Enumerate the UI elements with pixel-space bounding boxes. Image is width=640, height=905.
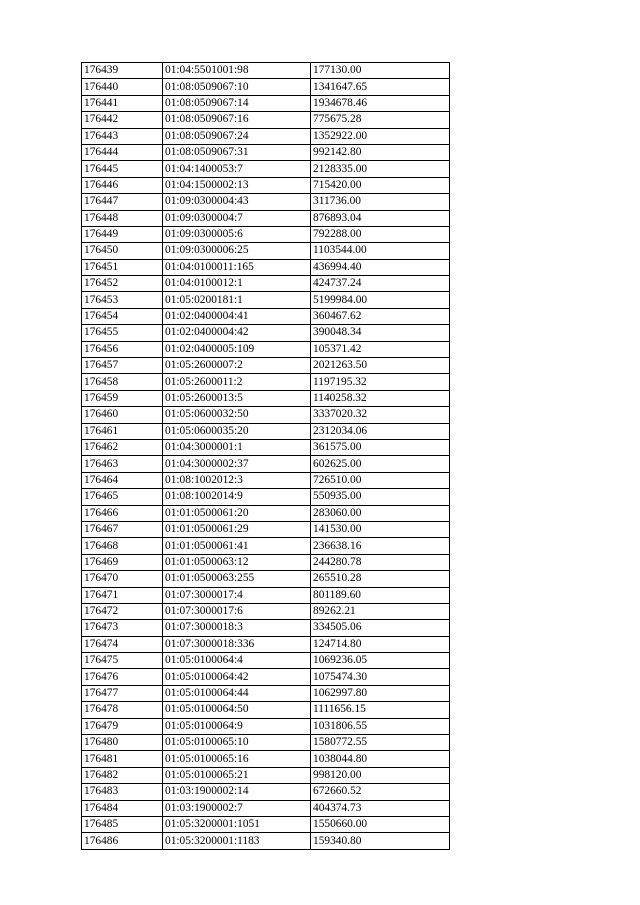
table-row — [82, 177, 450, 193]
row-id-cell: 176480 — [82, 735, 163, 751]
row-code-cell: 01:05:0100064:44 — [163, 685, 311, 701]
row-code-cell: 01:03:1900002:7 — [163, 800, 311, 816]
row-amount-cell: 5199984.00 — [311, 292, 450, 308]
row-amount-cell: 1038044.80 — [311, 751, 450, 767]
row-code-cell: 01:04:0100011:165 — [163, 259, 311, 275]
row-id-cell: 176478 — [82, 702, 163, 718]
row-code-cell: 01:09:0300004:7 — [163, 210, 311, 226]
row-id-cell: 176464 — [82, 472, 163, 488]
table-row — [82, 571, 450, 587]
row-id-cell: 176445 — [82, 161, 163, 177]
row-code-cell: 01:05:0100064:4 — [163, 653, 311, 669]
table-row — [82, 472, 450, 488]
row-code-cell: 01:07:3000017:6 — [163, 603, 311, 619]
table-row — [82, 161, 450, 177]
row-code-cell: 01:04:3000001:1 — [163, 439, 311, 455]
row-code-cell: 01:05:3200001:1183 — [163, 833, 311, 849]
table-row — [82, 95, 450, 111]
row-code-cell: 01:05:2600011:2 — [163, 374, 311, 390]
row-amount-cell: 2312034.06 — [311, 423, 450, 439]
row-id-cell: 176475 — [82, 653, 163, 669]
row-id-cell: 176486 — [82, 833, 163, 849]
row-code-cell: 01:02:0400005:109 — [163, 341, 311, 357]
row-id-cell: 176462 — [82, 439, 163, 455]
table-row — [82, 800, 450, 816]
row-id-cell: 176474 — [82, 636, 163, 652]
table-row — [82, 636, 450, 652]
row-id-cell: 176472 — [82, 603, 163, 619]
row-code-cell: 01:04:5501001:98 — [163, 63, 311, 79]
row-code-cell: 01:05:0200181:1 — [163, 292, 311, 308]
row-amount-cell: 1550660.00 — [311, 816, 450, 832]
row-id-cell: 176457 — [82, 358, 163, 374]
row-amount-cell: 992142.80 — [311, 144, 450, 160]
row-amount-cell: 265510.28 — [311, 571, 450, 587]
row-id-cell: 176484 — [82, 800, 163, 816]
table-row — [82, 358, 450, 374]
row-code-cell: 01:04:3000002:37 — [163, 456, 311, 472]
table-row — [82, 587, 450, 603]
table-row — [82, 735, 450, 751]
row-code-cell: 01:02:0400004:42 — [163, 325, 311, 341]
row-amount-cell: 792288.00 — [311, 226, 450, 242]
table-row — [82, 325, 450, 341]
row-code-cell: 01:08:0509067:31 — [163, 144, 311, 160]
table-row — [82, 243, 450, 259]
row-id-cell: 176451 — [82, 259, 163, 275]
row-amount-cell: 1075474.30 — [311, 669, 450, 685]
table-row — [82, 685, 450, 701]
table-row — [82, 292, 450, 308]
table-row — [82, 833, 450, 849]
row-amount-cell: 1062997.80 — [311, 685, 450, 701]
row-amount-cell: 1197195.32 — [311, 374, 450, 390]
row-id-cell: 176441 — [82, 95, 163, 111]
row-id-cell: 176467 — [82, 521, 163, 537]
table-row — [82, 63, 450, 79]
row-id-cell: 176443 — [82, 128, 163, 144]
table-row — [82, 112, 450, 128]
row-amount-cell: 1111656.15 — [311, 702, 450, 718]
row-code-cell: 01:05:0100065:16 — [163, 751, 311, 767]
row-code-cell: 01:05:2600007:2 — [163, 358, 311, 374]
table-row — [82, 407, 450, 423]
row-code-cell: 01:02:0400004:41 — [163, 308, 311, 324]
row-amount-cell: 1341647.65 — [311, 79, 450, 95]
row-id-cell: 176454 — [82, 308, 163, 324]
row-id-cell: 176446 — [82, 177, 163, 193]
row-id-cell: 176453 — [82, 292, 163, 308]
row-code-cell: 01:05:0600032:50 — [163, 407, 311, 423]
row-id-cell: 176447 — [82, 194, 163, 210]
table-row — [82, 669, 450, 685]
row-code-cell: 01:09:0300005:6 — [163, 226, 311, 242]
table-row — [82, 653, 450, 669]
row-id-cell: 176452 — [82, 276, 163, 292]
table-row — [82, 456, 450, 472]
row-id-cell: 176468 — [82, 538, 163, 554]
row-amount-cell: 334505.06 — [311, 620, 450, 636]
table-row — [82, 816, 450, 832]
row-amount-cell: 550935.00 — [311, 489, 450, 505]
row-id-cell: 176444 — [82, 144, 163, 160]
row-code-cell: 01:04:1400053:7 — [163, 161, 311, 177]
row-id-cell: 176470 — [82, 571, 163, 587]
data-table — [81, 62, 450, 850]
row-code-cell: 01:07:3000017:4 — [163, 587, 311, 603]
table-row — [82, 505, 450, 521]
row-code-cell: 01:07:3000018:336 — [163, 636, 311, 652]
row-amount-cell: 105371.42 — [311, 341, 450, 357]
table-row — [82, 128, 450, 144]
row-code-cell: 01:05:2600013:5 — [163, 390, 311, 406]
row-code-cell: 01:01:0500061:41 — [163, 538, 311, 554]
table-row — [82, 423, 450, 439]
table-row — [82, 226, 450, 242]
row-amount-cell: 876893.04 — [311, 210, 450, 226]
row-amount-cell: 236638.16 — [311, 538, 450, 554]
row-amount-cell: 801189.60 — [311, 587, 450, 603]
table-row — [82, 210, 450, 226]
table-row — [82, 79, 450, 95]
row-code-cell: 01:05:3200001:1051 — [163, 816, 311, 832]
row-amount-cell: 390048.34 — [311, 325, 450, 341]
row-amount-cell: 1069236.05 — [311, 653, 450, 669]
table-row — [82, 276, 450, 292]
row-code-cell: 01:01:0500063:255 — [163, 571, 311, 587]
row-id-cell: 176456 — [82, 341, 163, 357]
row-id-cell: 176481 — [82, 751, 163, 767]
table-row — [82, 259, 450, 275]
row-id-cell: 176479 — [82, 718, 163, 734]
row-id-cell: 176459 — [82, 390, 163, 406]
row-code-cell: 01:05:0100064:9 — [163, 718, 311, 734]
row-amount-cell: 775675.28 — [311, 112, 450, 128]
row-id-cell: 176476 — [82, 669, 163, 685]
row-code-cell: 01:07:3000018:3 — [163, 620, 311, 636]
row-code-cell: 01:09:0300006:25 — [163, 243, 311, 259]
row-amount-cell: 141530.00 — [311, 521, 450, 537]
row-amount-cell: 89262.21 — [311, 603, 450, 619]
row-code-cell: 01:05:0600035:20 — [163, 423, 311, 439]
row-id-cell: 176466 — [82, 505, 163, 521]
row-code-cell: 01:01:0500061:20 — [163, 505, 311, 521]
table-row — [82, 554, 450, 570]
row-code-cell: 01:08:0509067:10 — [163, 79, 311, 95]
row-id-cell: 176483 — [82, 784, 163, 800]
row-id-cell: 176439 — [82, 63, 163, 79]
table-body — [82, 63, 450, 850]
table-row — [82, 341, 450, 357]
table-row — [82, 702, 450, 718]
row-amount-cell: 361575.00 — [311, 439, 450, 455]
table-row — [82, 308, 450, 324]
row-id-cell: 176449 — [82, 226, 163, 242]
row-id-cell: 176461 — [82, 423, 163, 439]
table-row — [82, 718, 450, 734]
row-amount-cell: 726510.00 — [311, 472, 450, 488]
table-row — [82, 144, 450, 160]
row-amount-cell: 715420.00 — [311, 177, 450, 193]
row-code-cell: 01:05:0100064:50 — [163, 702, 311, 718]
row-id-cell: 176455 — [82, 325, 163, 341]
row-amount-cell: 2128335.00 — [311, 161, 450, 177]
row-id-cell: 176458 — [82, 374, 163, 390]
row-amount-cell: 2021263.50 — [311, 358, 450, 374]
row-id-cell: 176482 — [82, 767, 163, 783]
row-id-cell: 176477 — [82, 685, 163, 701]
row-code-cell: 01:05:0100064:42 — [163, 669, 311, 685]
row-amount-cell: 3337020.32 — [311, 407, 450, 423]
row-amount-cell: 404374.73 — [311, 800, 450, 816]
row-code-cell: 01:09:0300004:43 — [163, 194, 311, 210]
row-amount-cell: 998120.00 — [311, 767, 450, 783]
row-id-cell: 176473 — [82, 620, 163, 636]
row-amount-cell: 177130.00 — [311, 63, 450, 79]
row-amount-cell: 436994.40 — [311, 259, 450, 275]
row-id-cell: 176442 — [82, 112, 163, 128]
row-code-cell: 01:08:1002012:3 — [163, 472, 311, 488]
table-row — [82, 374, 450, 390]
table-row — [82, 767, 450, 783]
row-id-cell: 176448 — [82, 210, 163, 226]
table-row — [82, 751, 450, 767]
row-amount-cell: 159340.80 — [311, 833, 450, 849]
row-amount-cell: 283060.00 — [311, 505, 450, 521]
row-code-cell: 01:08:0509067:14 — [163, 95, 311, 111]
table-row — [82, 603, 450, 619]
row-code-cell: 01:03:1900002:14 — [163, 784, 311, 800]
row-id-cell: 176485 — [82, 816, 163, 832]
row-amount-cell: 244280.78 — [311, 554, 450, 570]
row-amount-cell: 1352922.00 — [311, 128, 450, 144]
row-code-cell: 01:04:0100012:1 — [163, 276, 311, 292]
row-code-cell: 01:08:0509067:16 — [163, 112, 311, 128]
row-id-cell: 176463 — [82, 456, 163, 472]
table-row — [82, 538, 450, 554]
row-amount-cell: 124714.80 — [311, 636, 450, 652]
row-id-cell: 176469 — [82, 554, 163, 570]
table-row — [82, 194, 450, 210]
row-amount-cell: 311736.00 — [311, 194, 450, 210]
row-code-cell: 01:01:0500061:29 — [163, 521, 311, 537]
table-row — [82, 620, 450, 636]
row-code-cell: 01:08:0509067:24 — [163, 128, 311, 144]
row-amount-cell: 1934678.46 — [311, 95, 450, 111]
row-amount-cell: 1031806.55 — [311, 718, 450, 734]
row-id-cell: 176450 — [82, 243, 163, 259]
row-amount-cell: 672660.52 — [311, 784, 450, 800]
row-id-cell: 176465 — [82, 489, 163, 505]
table-row — [82, 784, 450, 800]
row-id-cell: 176460 — [82, 407, 163, 423]
row-amount-cell: 1580772.55 — [311, 735, 450, 751]
row-code-cell: 01:05:0100065:10 — [163, 735, 311, 751]
table-row — [82, 521, 450, 537]
row-amount-cell: 424737.24 — [311, 276, 450, 292]
row-amount-cell: 360467.62 — [311, 308, 450, 324]
row-code-cell: 01:05:0100065:21 — [163, 767, 311, 783]
row-code-cell: 01:01:0500063:12 — [163, 554, 311, 570]
table-row — [82, 489, 450, 505]
row-amount-cell: 1140258.32 — [311, 390, 450, 406]
row-id-cell: 176440 — [82, 79, 163, 95]
table-row — [82, 439, 450, 455]
row-code-cell: 01:08:1002014:9 — [163, 489, 311, 505]
row-amount-cell: 1103544.00 — [311, 243, 450, 259]
row-id-cell: 176471 — [82, 587, 163, 603]
table-row — [82, 390, 450, 406]
row-code-cell: 01:04:1500002:13 — [163, 177, 311, 193]
row-amount-cell: 602625.00 — [311, 456, 450, 472]
